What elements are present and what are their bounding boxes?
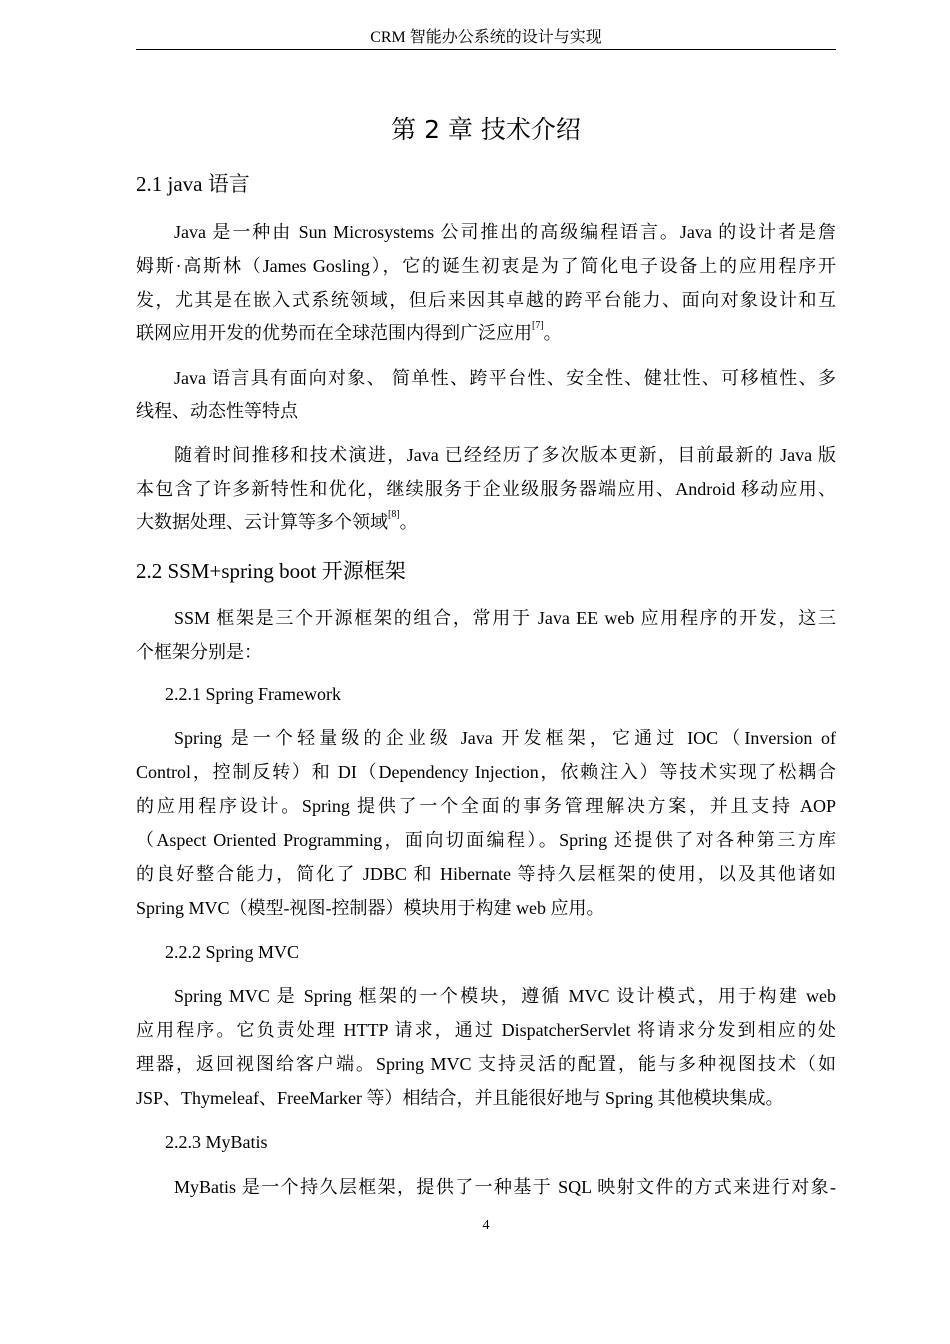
paragraph-line xyxy=(136,321,836,345)
line-text: JSP、Thymeleaf、FreeMarker 等）相结合，并且能很好地与 Spring 其他模块集成。 xyxy=(136,1088,784,1108)
line-text: Control，控制反转）和 DI（Dependency Injection，依赖注入）等技术实现了松耦合 xyxy=(136,762,836,782)
line-text: 本包含了许多新特性和优化，继续服务于企业级服务器端应用、Android 移动应用、 xyxy=(136,479,836,499)
line-end: 。 xyxy=(543,323,562,343)
paragraph-line xyxy=(136,794,836,818)
line-text: Spring 是一个轻量级的企业级 Java 开发框架，它通过 IOC（Inversion of xyxy=(174,728,836,748)
paragraph-line xyxy=(136,896,836,920)
paragraph-line xyxy=(136,1018,836,1042)
paragraph-line xyxy=(136,1052,836,1076)
paragraph-line xyxy=(136,760,836,784)
line-text: 理器，返回视图给客户端。Spring MVC 支持灵活的配置，能与多种视图技术（如 xyxy=(136,1054,836,1074)
section-number: 2.1 java xyxy=(136,172,203,196)
paragraph-line xyxy=(174,606,836,630)
line-text: 姆斯·高斯林（James Gosling），它的诞生初衷是为了简化电子设备上的应用程序开 xyxy=(136,256,836,276)
line-end: 。 xyxy=(399,512,418,532)
paragraph-line xyxy=(136,640,836,664)
line-text: 个框架分别是： xyxy=(136,642,262,662)
section-title: 开源框架 xyxy=(321,559,406,583)
paragraph-line xyxy=(174,220,836,244)
line-text: Java 是一种由 Sun Microsystems 公司推出的高级编程语言。Java 的设计者是詹 xyxy=(174,222,836,242)
citation-ref: [7] xyxy=(532,320,544,331)
chapter-title: 第 2 章 技术介绍 xyxy=(391,115,581,144)
paragraph-line xyxy=(136,1086,836,1110)
paragraph-line xyxy=(174,1175,836,1199)
section-heading-2-2 xyxy=(136,557,406,585)
subsection-heading-2-2-1: 2.2.1 Spring Framework xyxy=(165,684,341,704)
paragraph-line xyxy=(136,862,836,886)
paragraph-line xyxy=(174,443,836,467)
subsection-heading-2-2-2: 2.2.2 Spring MVC xyxy=(165,942,300,962)
line-text: 线程、动态性等特点 xyxy=(136,401,298,421)
line-text: 的应用程序设计。Spring 提供了一个全面的事务管理解决方案，并且支持 AOP xyxy=(136,796,836,816)
paragraph-line xyxy=(136,288,836,312)
line-text: 的良好整合能力，简化了 JDBC 和 Hibernate 等持久层框架的使用，以及其他诸如 xyxy=(136,864,836,884)
line-text: 大数据处理、云计算等多个领域 xyxy=(136,512,388,532)
paragraph-line xyxy=(174,726,836,750)
line-text: MyBatis 是一个持久层框架，提供了一种基于 SQL 映射文件的方式来进行对象- xyxy=(174,1177,836,1197)
line-text: 发，尤其是在嵌入式系统领域，但后来因其卓越的跨平台能力、面向对象设计和互 xyxy=(136,290,836,310)
paragraph-line xyxy=(136,254,836,278)
section-number: 2.2 SSM+spring boot xyxy=(136,559,317,583)
section-heading-2-1 xyxy=(136,170,250,198)
paragraph-line xyxy=(136,399,836,423)
paragraph-line xyxy=(136,828,836,852)
citation-ref: [8] xyxy=(388,509,400,520)
subsection-heading-2-2-3: 2.2.3 MyBatis xyxy=(165,1132,268,1152)
line-text: （Aspect Oriented Programming，面向切面编程）。Spring 还提供了对各种第三方库 xyxy=(136,830,836,850)
line-text: 应用程序。它负责处理 HTTP 请求，通过 DispatcherServlet 将请求分发到相应的处 xyxy=(136,1020,836,1040)
line-text: Java 语言具有面向对象、 简单性、跨平台性、安全性、健壮性、可移植性、多 xyxy=(174,368,836,388)
header-rule xyxy=(136,49,836,50)
line-text: 随着时间推移和技术演进，Java 已经经历了多次版本更新，目前最新的 Java 版 xyxy=(174,445,836,465)
paragraph-line xyxy=(174,984,836,1008)
section-title: 语言 xyxy=(207,172,250,196)
running-header: CRM 智能办公系统的设计与实现 xyxy=(370,29,602,46)
paragraph-line xyxy=(136,510,836,534)
paragraph-line xyxy=(174,366,836,390)
line-text: SSM 框架是三个开源框架的组合，常用于 Java EE web 应用程序的开发，这三 xyxy=(174,608,836,628)
line-text: Spring MVC（模型-视图-控制器）模块用于构建 web 应用。 xyxy=(136,898,605,918)
page-number: 4 xyxy=(482,1218,490,1233)
paragraph-line xyxy=(136,477,836,501)
line-text: Spring MVC 是 Spring 框架的一个模块，遵循 MVC 设计模式，用于构建 web xyxy=(174,986,836,1006)
line-text: 联网应用开发的优势而在全球范围内得到广泛应用 xyxy=(136,323,532,343)
